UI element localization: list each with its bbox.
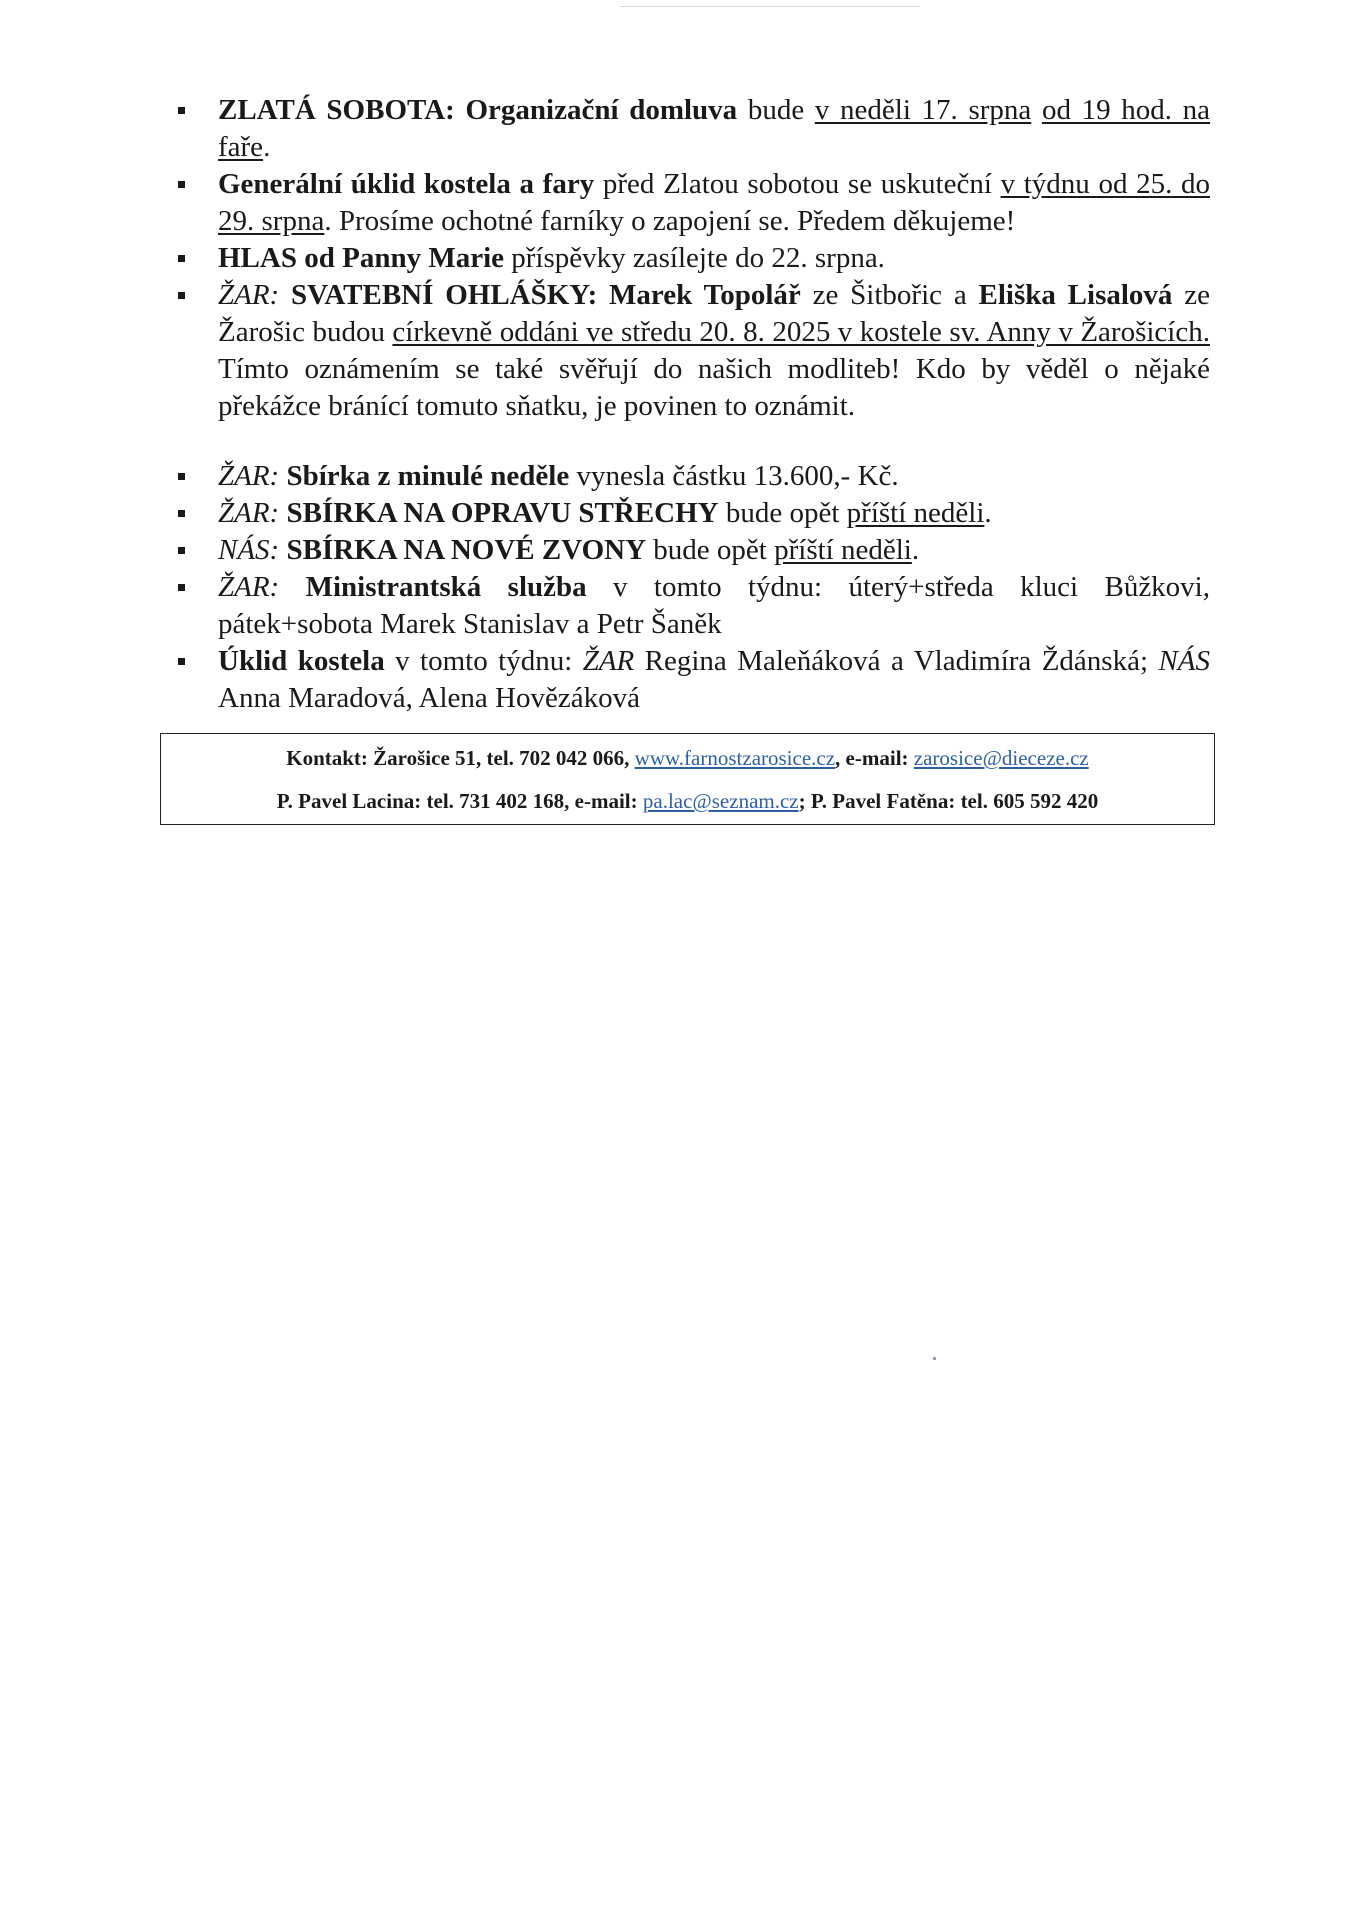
- scan-speck: [933, 1357, 936, 1360]
- priest-email-link[interactable]: pa.lac@seznam.cz: [642, 789, 799, 813]
- list-item-roof-collection: ŽAR: SBÍRKA NA OPRAVU STŘECHY bude opět příští neděli.: [170, 495, 1210, 532]
- scan-edge-line: [620, 6, 920, 7]
- list-item-altar-servers: ŽAR: Ministrantská služba v tomto týdnu: úterý+středa kluci Bůžkovi, pátek+sobota Marek Stanislav a Petr Šaněk: [170, 569, 1210, 643]
- list-item-zlata-sobota: ZLATÁ SOBOTA: Organizační domluva bude v neděli 17. srpna od 19 hod. na faře.: [170, 92, 1210, 166]
- website-link[interactable]: www.farnostzarosice.cz: [634, 746, 836, 770]
- contact-line-priests: P. Pavel Lacina: tel. 731 402 168, e-mail: pa.lac@seznam.cz; P. Pavel Fatěna: tel. 605 592 420: [276, 789, 1099, 813]
- list-item-collection-result: ŽAR: Sbírka z minulé neděle vynesla částku 13.600,- Kč.: [170, 458, 1210, 495]
- list-item-hlas: HLAS od Panny Marie příspěvky zasílejte do 22. srpna.: [170, 240, 1210, 277]
- list-item-bells-collection: NÁS: SBÍRKA NA NOVÉ ZVONY bude opět příští neděli.: [170, 532, 1210, 569]
- collections-list: [170, 458, 1210, 717]
- contact-line-parish: Kontakt: Žarošice 51, tel. 702 042 066, www.farnostzarosice.cz, e-mail: zarosice@dieceze.cz: [286, 746, 1089, 770]
- contact-box: [160, 733, 1215, 825]
- list-item-wedding-banns: ŽAR: SVATEBNÍ OHLÁŠKY: Marek Topolář ze Šitbořic a Eliška Lisalová ze Žarošic budou církevně oddáni ve středu 20. 8. 2025 v kostele sv. Anny v Žarošicích. Tímto oznámením se také svěřují do našich modliteb! Kdo by věděl o nějaké překážce bránící tomuto sňatku, je povinen to oznámit.: [170, 277, 1210, 425]
- list-item-church-cleaning: Úklid kostela v tomto týdnu: ŽAR Regina Maleňáková a Vladimíra Ždánská; NÁS Anna Maradová, Alena Hovězáková: [170, 643, 1210, 717]
- list-item-general-cleaning: Generální úklid kostela a fary před Zlatou sobotou se uskuteční v týdnu od 25. do 29. srpna. Prosíme ochotné farníky o zapojení se. Předem děkujeme!: [170, 166, 1210, 240]
- parish-email-link[interactable]: zarosice@dieceze.cz: [913, 746, 1089, 770]
- announcements-list: [170, 92, 1210, 425]
